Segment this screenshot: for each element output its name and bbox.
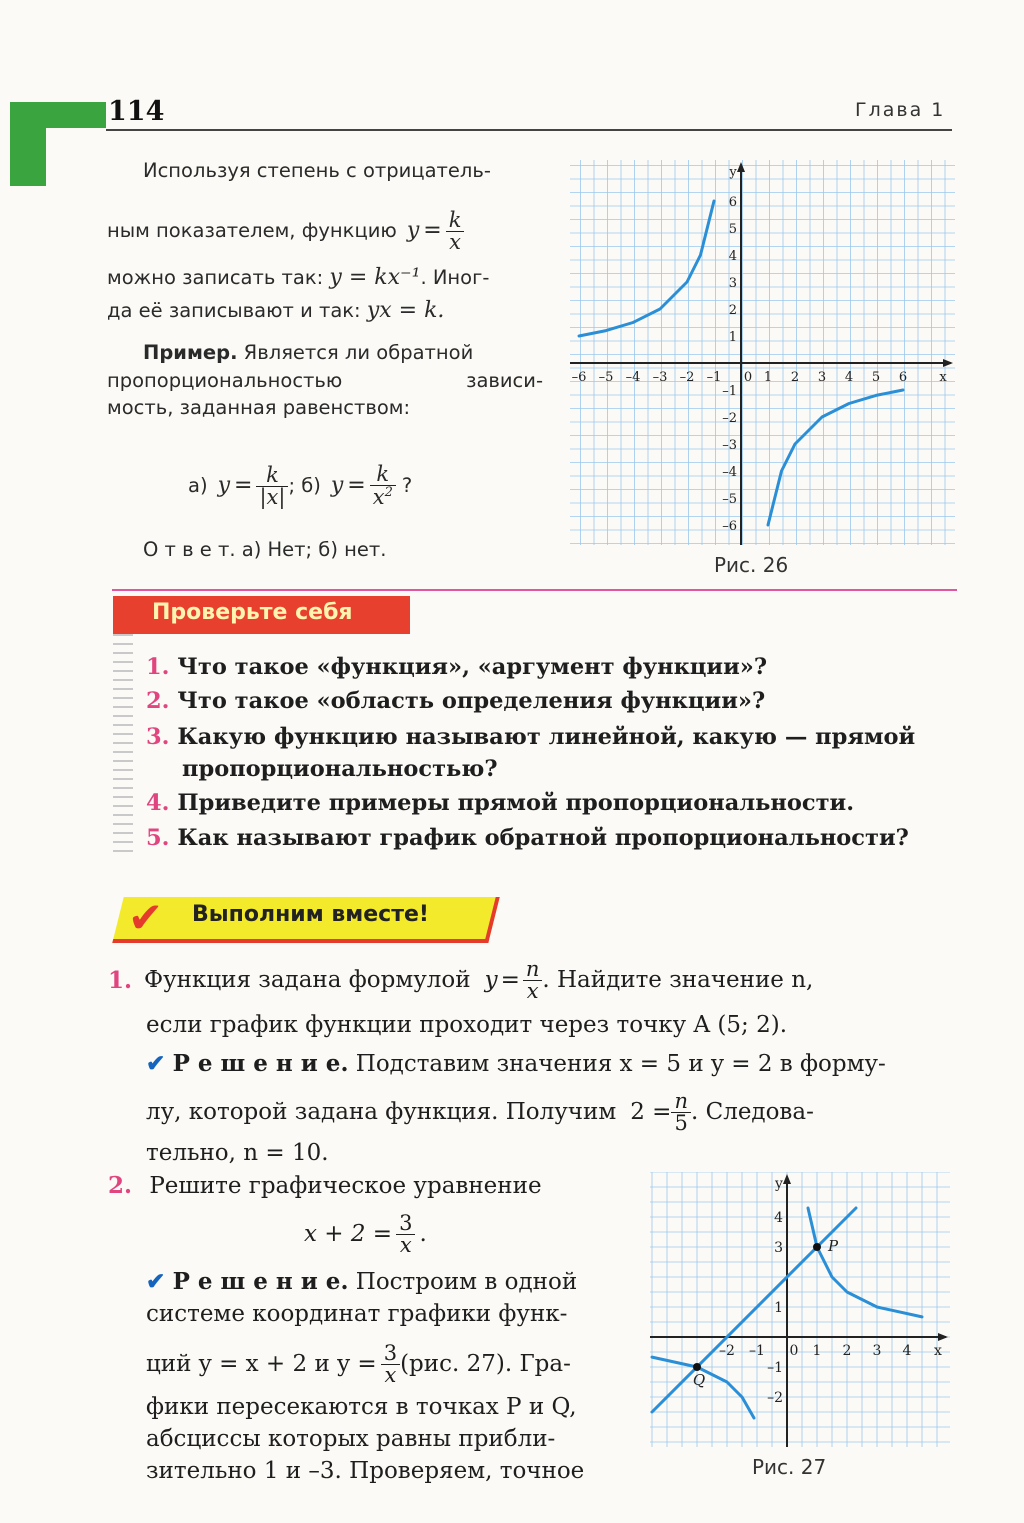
x-axis-label: x (939, 370, 947, 385)
x-tick-label: –1 (706, 370, 722, 385)
intro-line-4 (107, 298, 444, 323)
math-eq-b: = (347, 473, 366, 499)
numerator: k (266, 462, 279, 487)
x-tick-label: –3 (652, 370, 668, 385)
section-divider (112, 589, 957, 591)
x-axis-label: x (934, 1343, 942, 1359)
y-tick-label: 3 (774, 1240, 783, 1256)
x-tick-label: –2 (719, 1343, 735, 1359)
series-y-x-2 (652, 1208, 856, 1412)
solution-2-line-4: фики пересекаются в точках P и Q, (146, 1394, 577, 1420)
y-tick-label: 6 (728, 195, 737, 210)
intro-line-3-text: можно записать так: (107, 266, 324, 289)
numerator: n (674, 1088, 688, 1113)
x-tick-label: 2 (790, 370, 800, 385)
math-y: y (406, 218, 420, 244)
denominator: x (523, 980, 543, 1002)
math-eq-a: = (234, 473, 253, 499)
solution-1-line-1 (146, 1050, 886, 1077)
denominator: |x| (256, 486, 288, 508)
question-item (146, 790, 854, 816)
y-axis-arrow (783, 1174, 791, 1184)
numerator: k (448, 207, 462, 232)
problem-1-text-end: . Найдите значение n, (542, 967, 814, 993)
page-number: 114 (108, 96, 165, 127)
y-tick-label: –3 (722, 438, 737, 453)
check-yourself-title: Проверьте себя (152, 600, 353, 625)
y-tick-label: 1 (774, 1300, 783, 1316)
notebook-spiral (113, 634, 133, 859)
solution-1-line-2 (146, 1084, 814, 1140)
x-tick-label: –4 (625, 370, 641, 385)
x-tick-label: –2 (679, 370, 695, 385)
figure-27-caption: Рис. 27 (752, 1455, 827, 1479)
y-tick-label: 3 (728, 276, 737, 291)
math-two-eq: 2 = (630, 1099, 672, 1125)
formula-yx-k: yx = k. (366, 298, 445, 323)
denominator-base: x (372, 485, 385, 509)
solution-text-end: (рис. 27). Гра- (400, 1351, 571, 1377)
question-text: Какую функцию называют линейной, какую — прямой (177, 724, 916, 750)
question-number: 5. (146, 825, 170, 851)
x-tick-label: –5 (598, 370, 614, 385)
x-tick-label: 3 (817, 370, 827, 385)
math-y-b: y (330, 473, 344, 499)
example-formulas (188, 452, 412, 520)
math-y-a: y (217, 473, 230, 499)
point-label: P (827, 1237, 839, 1255)
math-y: y (484, 967, 498, 993)
solution-label: Р е ш е н и е. (172, 1268, 349, 1295)
y-axis-label: y (775, 1176, 783, 1192)
question-item (146, 688, 765, 714)
solution-2-line-3 (146, 1334, 571, 1394)
x-tick-label: 0 (789, 1343, 799, 1359)
series-y-3-x-x-0- (808, 1208, 922, 1317)
solution-text: Подставим значения x = 5 и y = 2 в форму- (348, 1051, 886, 1077)
fraction-k-over-abs-x (256, 462, 288, 509)
question-mark: ? (401, 473, 413, 497)
figure-26-graph (570, 160, 955, 545)
y-tick-label: –4 (722, 465, 737, 480)
intro-line-2 (107, 204, 464, 258)
check-icon: ✔ (146, 1268, 166, 1295)
x-tick-label: 4 (844, 370, 854, 385)
y-tick-label: –2 (722, 411, 737, 426)
chapter-label: Глава 1 (855, 99, 946, 121)
x-tick-label: 1 (812, 1343, 822, 1359)
do-together-title: Выполним вместе! (192, 902, 429, 927)
question-number: 3. (146, 724, 170, 750)
math-eq: = (500, 967, 520, 993)
solution-text: ций y = x + 2 и y = (146, 1351, 377, 1377)
exponent: 2 (384, 485, 393, 500)
x-axis-arrow (943, 359, 953, 367)
x-tick-label: –6 (571, 370, 587, 385)
x-tick-label: 4 (902, 1343, 912, 1359)
y-tick-label: 2 (728, 303, 737, 318)
question-text: Что такое «функция», «аргумент функции»? (177, 654, 768, 680)
check-icon: ✔ (146, 1050, 166, 1077)
problem-1-line-2: если график функции проходит через точку A (5; 2). (146, 1012, 788, 1038)
y-tick-label: –1 (722, 384, 737, 399)
solution-2-line-2: системе координат графики функ- (146, 1301, 568, 1327)
fraction-n-over-x (523, 956, 543, 1003)
problem-1-line-1 (108, 952, 953, 1008)
question-item (146, 724, 915, 750)
figure-27-graph (650, 1172, 950, 1447)
question-number: 1. (146, 654, 170, 680)
x-tick-label: 2 (842, 1343, 852, 1359)
fraction-3-over-x (381, 1340, 400, 1387)
intro-line-1: Используя степень с отрицатель- (143, 159, 491, 182)
problem-1-text: Функция задана формулой (144, 967, 471, 993)
x-tick-label: 3 (872, 1343, 882, 1359)
problem-2-text: Решите графическое уравнение (149, 1173, 542, 1199)
solution-1-line-3: тельно, n = 10. (146, 1140, 329, 1166)
x-tick-label: 6 (898, 370, 908, 385)
solution-text: лу, которой задана функция. Получим (146, 1099, 617, 1125)
solution-2-line-1 (146, 1268, 577, 1295)
y-tick-label: –2 (767, 1390, 783, 1406)
problem-2-line-1 (108, 1172, 542, 1199)
figure-26-caption: Рис. 26 (714, 553, 789, 577)
question-number: 2. (146, 688, 170, 714)
equation-left: x + 2 = (304, 1221, 393, 1247)
numerator: k (376, 462, 390, 486)
formula-kx-minus-1: y = kx⁻¹ (329, 265, 421, 290)
denominator: x (446, 231, 465, 253)
numerator: 3 (383, 1340, 398, 1365)
example-line-2: пропорциональностью зависи- (107, 369, 543, 392)
denominator (370, 485, 396, 508)
point-label: Q (692, 1371, 706, 1389)
denominator: 5 (671, 1112, 691, 1134)
question-text: Приведите примеры прямой пропорциональности. (177, 790, 855, 816)
x-tick-label: –1 (749, 1343, 765, 1359)
example-label: Пример. (143, 341, 238, 364)
denominator: x (381, 1364, 400, 1386)
solution-text-end: . Следова- (690, 1099, 814, 1125)
question-number: 4. (146, 790, 170, 816)
example-line-3: мость, заданная равенством: (107, 396, 411, 419)
y-tick-label: –1 (767, 1360, 783, 1376)
intro-line-3 (107, 265, 489, 290)
fraction-k-over-x-squared (370, 464, 396, 508)
intro-line-3-end: . Иног- (420, 266, 490, 289)
math-eq: = (423, 218, 442, 244)
series-branch-right (768, 390, 903, 525)
y-axis-label: y (729, 165, 737, 180)
fraction-k-over-x (446, 207, 465, 254)
x-tick-label: 5 (871, 370, 881, 385)
series-branch-left (579, 201, 714, 336)
numerator: n (525, 956, 540, 981)
point-p (813, 1243, 821, 1251)
y-tick-label: –6 (722, 519, 737, 534)
question-item (146, 825, 909, 851)
option-b-label: ; б) (288, 473, 321, 497)
x-tick-label: 0 (743, 370, 753, 385)
y-tick-label: 4 (774, 1210, 783, 1226)
y-tick-label: 5 (728, 222, 737, 237)
problem-number: 1. (108, 966, 133, 994)
y-tick-label: 4 (728, 249, 737, 264)
solution-text: Построим в одной (348, 1269, 578, 1295)
numerator: 3 (399, 1210, 413, 1235)
x-axis-arrow (938, 1333, 948, 1341)
solution-2-line-6: зительно 1 и –3. Проверяем, точное (146, 1458, 585, 1484)
denominator: x (396, 1234, 415, 1256)
y-tick-label: 1 (728, 330, 737, 345)
y-axis-arrow (737, 162, 745, 172)
solution-2-line-5: абсциссы которых равны прибли- (146, 1426, 556, 1452)
solution-label: Р е ш е н и е. (172, 1050, 349, 1077)
example-answer: О т в е т. а) Нет; б) нет. (143, 538, 387, 561)
fraction-3-over-x (396, 1210, 415, 1257)
x-tick-label: 1 (763, 370, 773, 385)
intro-line-4-text: да её записывают и так: (107, 299, 361, 322)
intro-line-2-text: ным показателем, функцию (107, 218, 397, 242)
question-text: Как называют график обратной пропорциональности? (177, 825, 909, 851)
problem-number: 2. (108, 1172, 133, 1199)
checkmark-icon: ✔ (128, 893, 164, 942)
question-item-continued: пропорциональностью? (182, 756, 498, 782)
corner-decoration-bar (10, 102, 106, 128)
point-q (693, 1363, 701, 1371)
example-line-1 (143, 342, 473, 364)
question-text: Что такое «область определения функции»? (177, 688, 766, 714)
y-tick-label: –5 (722, 492, 737, 507)
header-divider (106, 129, 952, 131)
fraction-n-over-5 (671, 1088, 691, 1135)
question-item (146, 654, 767, 680)
problem-2-equation: x + 2 = $\frac{3}{x}$ . (304, 1210, 427, 1257)
example-text: Является ли обратной (237, 341, 474, 364)
option-a-label: а) (188, 473, 208, 497)
